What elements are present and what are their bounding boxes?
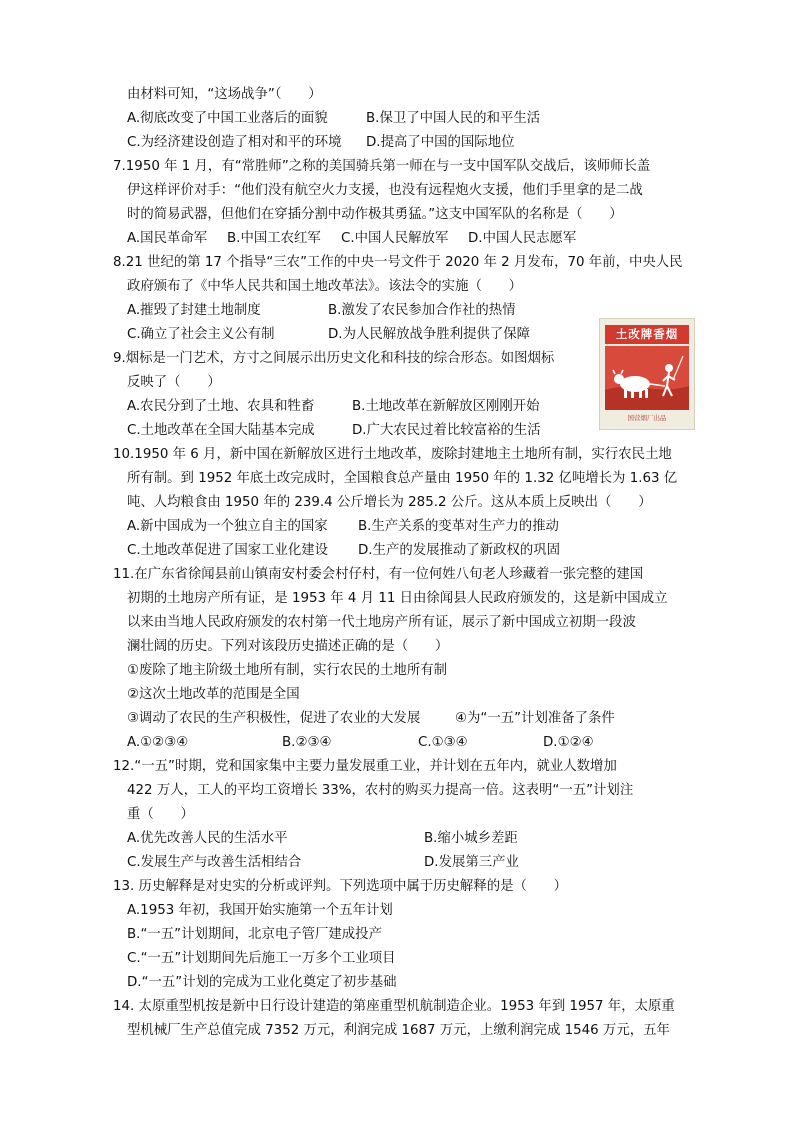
q10-option-b[interactable]: B.生产关系的变革对生产力的推动 [358, 519, 559, 534]
q12-stem-line2: 422 万人，工人的平均工资增长 33%，农村的购买力提高一倍。这表明“一五”计划注 [127, 783, 634, 798]
q13-option-c[interactable]: C.“一五”计划期间先后施工一万多个工业项目 [127, 951, 396, 966]
q12-option-a[interactable]: A.优先改善人民的生活水平 [127, 831, 288, 846]
q14-stem-line2: 型机械厂生产总值完成 7352 万元，利润完成 1687 万元，上缴利润完成 1546 万元，五年 [127, 1023, 670, 1038]
q6-option-a[interactable]: A.彻底改变了中国工业落后的面貌 [127, 111, 328, 126]
q7-option-d[interactable]: D.中国人民志愿军 [468, 231, 577, 246]
q11-stem-line2: 初期的土地房产所有证，是 1953 年 4 月 11 日由徐闻县人民政府颁发的，这是新中国成立 [127, 591, 668, 606]
q12-option-b[interactable]: B.缩小城乡差距 [424, 831, 518, 846]
cigarette-label-image [599, 318, 695, 430]
q11-statement-1: ①废除了地主阶级土地所有制，实行农民的土地所有制 [127, 663, 447, 678]
q7-option-c[interactable]: C.中国人民解放军 [341, 231, 449, 246]
q9-stem-line1: 9.烟标是一门艺术，方寸之间展示出历史文化和科技的综合形态。如图烟标 [113, 351, 555, 366]
q13-stem: 13. 历史解释是对史实的分析或评判。下列选项中属于历史解释的是（ ） [113, 879, 568, 894]
q12-stem-line3: 重（ ） [127, 807, 194, 822]
q11-stem-line3: 以来由当地人民政府颁发的农村第一代土地房产所有证，展示了新中国成立初期一段波 [127, 615, 636, 630]
q9-option-d[interactable]: D.广大农民过着比较富裕的生活 [352, 423, 541, 438]
q11-statement-4: ④为“一五”计划准备了条件 [455, 711, 615, 726]
q14-stem-line1: 14. 太原重型机按是新中日行设计建造的第座重型机航制造企业。1953 年到 1957 年，太原重 [113, 999, 675, 1014]
q12-option-c[interactable]: C.发展生产与改善生活相结合 [127, 855, 302, 870]
q11-statement-2: ②这次土地改革的范围是全国 [127, 687, 300, 702]
q6-stem: 由材料可知，“这场战争”（ ） [127, 87, 322, 102]
q12-option-d[interactable]: D.发展第三产业 [424, 855, 519, 870]
q9-option-a[interactable]: A.农民分到了土地、农具和牲畜 [127, 399, 315, 414]
q11-statement-3: ③调动了农民的生产积极性，促进了农业的大发展 [127, 711, 421, 726]
q7-stem-line2: 伊这样评价对手：“他们没有航空火力支援，也没有远程炮火支援，他们手里拿的是二战 [127, 183, 643, 198]
q8-option-b[interactable]: B.激发了农民参加合作社的热情 [328, 303, 516, 318]
q11-stem-line4: 澜壮阔的历史。下列对该段历史描述正确的是（ ） [127, 639, 449, 654]
q11-option-b[interactable]: B.②③④ [282, 735, 332, 750]
q8-option-c[interactable]: C.确立了社会主义公有制 [127, 327, 275, 342]
cigarette-label-maker: 国营烟厂出品 [627, 414, 667, 422]
q8-stem-line2: 政府颁布了《中华人民共和国土地改革法》。该法令的实施（ ） [127, 279, 523, 294]
q13-option-a[interactable]: A.1953 年初，我国开始实施第一个五年计划 [127, 903, 393, 918]
q8-stem-line1: 8.21 世纪的第 17 个指导“三农”工作的中央一号文件于 2020 年 2 月发布，70 年前，中央人民 [113, 255, 683, 270]
ox-plowing-picture [605, 346, 689, 410]
q9-option-b[interactable]: B.土地改革在新解放区刚刚开始 [352, 399, 540, 414]
q9-stem-line2: 反映了（ ） [127, 375, 221, 390]
q8-option-d[interactable]: D.为人民解放战争胜利提供了保障 [328, 327, 531, 342]
q11-option-c[interactable]: C.①③④ [418, 735, 468, 750]
q9-option-c[interactable]: C.土地改革在全国大陆基本完成 [127, 423, 315, 438]
q10-option-d[interactable]: D.生产的发展推动了新政权的巩固 [358, 543, 561, 558]
q10-stem-line2: 所有制。到 1952 年底土改完成时，全国粮食总产量由 1950 年的 1.32 亿吨增长为 1.63 亿 [127, 471, 678, 486]
q6-option-b[interactable]: B.保卫了中国人民的和平生活 [366, 111, 541, 126]
q10-option-c[interactable]: C.土地改革促进了国家工业化建设 [127, 543, 329, 558]
q11-option-d[interactable]: D.①②④ [543, 735, 594, 750]
cigarette-label-title: 土改牌香烟 [605, 325, 689, 344]
q10-stem-line3: 吨、人均粮食由 1950 年的 239.4 公斤增长为 285.2 公斤。这从本质上反映出（ ） [127, 495, 652, 510]
q10-option-a[interactable]: A.新中国成为一个独立自主的国家 [127, 519, 328, 534]
q13-option-b[interactable]: B.“一五”计划期间，北京电子管厂建成投产 [127, 927, 382, 942]
q10-stem-line1: 10.1950 年 6 月，新中国在新解放区进行土地改革，废除封建地主土地所有制，实行农民土地 [113, 447, 672, 462]
q6-option-d[interactable]: D.提高了中国的国际地位 [366, 135, 515, 150]
q11-option-a[interactable]: A.①②③④ [127, 735, 189, 750]
q6-option-c[interactable]: C.为经济建设创造了相对和平的环境 [127, 135, 342, 150]
q7-stem-line1: 7.1950 年 1 月，有“常胜师”之称的美国骑兵第一师在与一支中国军队交战后，该师师长盖 [113, 159, 651, 174]
q7-option-b[interactable]: B.中国工农红军 [227, 231, 321, 246]
q8-option-a[interactable]: A.摧毁了封建土地制度 [127, 303, 261, 318]
q7-stem-line3: 时的简易武器，但他们在穿插分割中动作极其勇猛。”这支中国军队的名称是（ ） [127, 207, 623, 222]
q7-option-a[interactable]: A.国民革命军 [127, 231, 208, 246]
q13-option-d[interactable]: D.“一五”计划的完成为工业化奠定了初步基础 [127, 975, 397, 990]
q11-stem-line1: 11.在广东省徐闻县前山镇南安村委会村仔村，有一位何姓八旬老人珍藏着一张完整的建国 [113, 567, 644, 582]
q12-stem-line1: 12.“一五”时期，党和国家集中主要力量发展重工业，并计划在五年内，就业人数增加 [113, 759, 617, 774]
